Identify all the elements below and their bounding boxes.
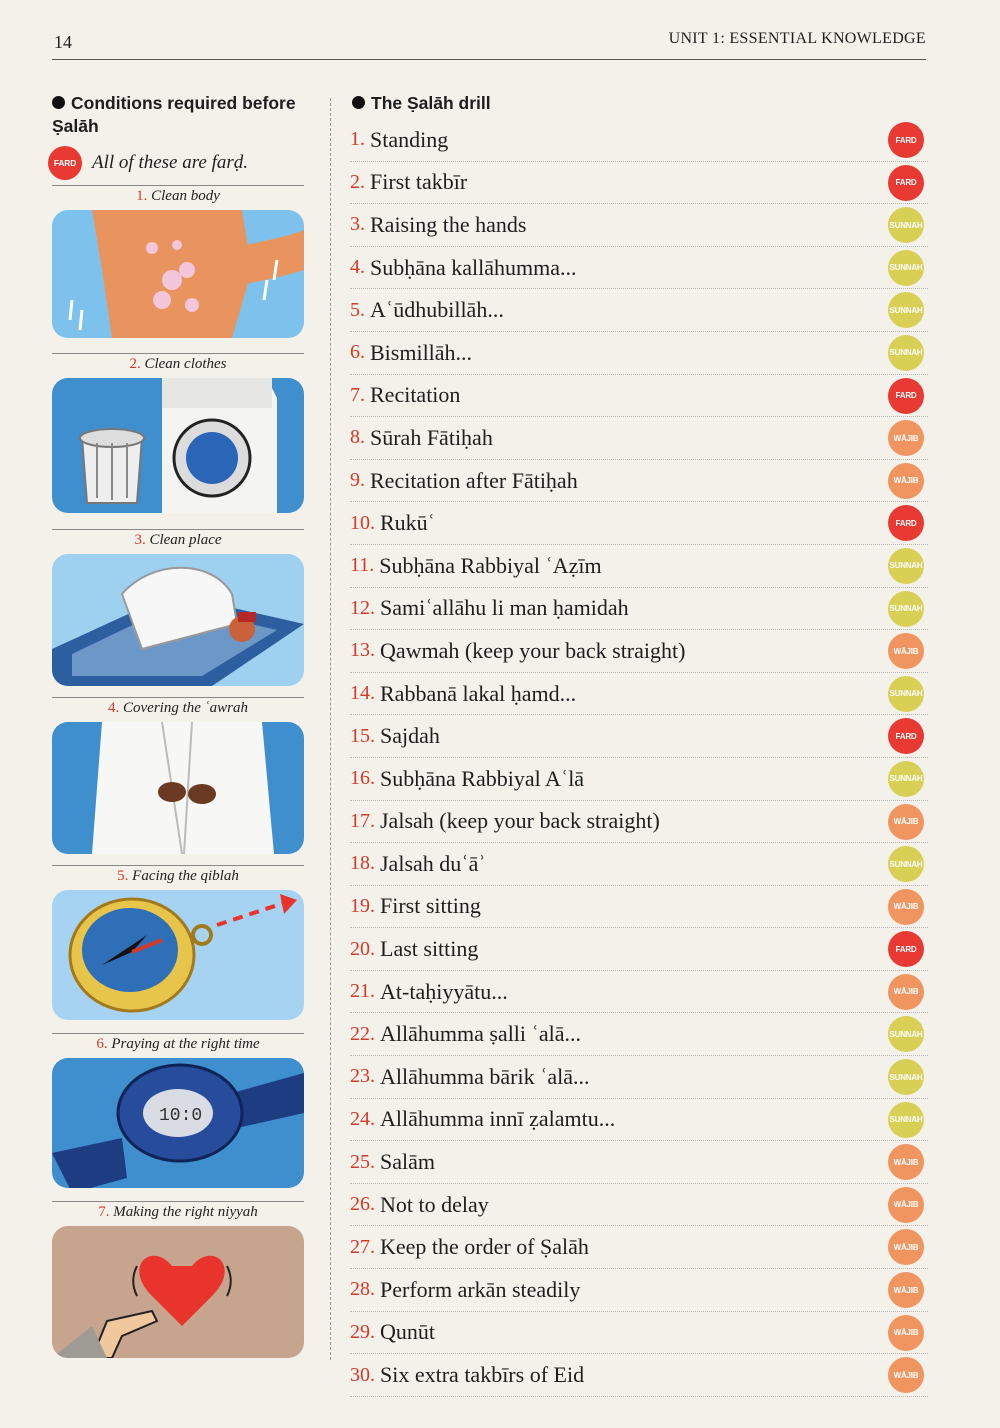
condition-label: 1. Clean body [136,188,220,204]
condition-card-clean-clothes [52,353,304,513]
fard-note-text: All of these are farḍ. [92,152,249,173]
unit-title: UNIT 1: ESSENTIAL KNOWLEDGE [668,30,926,47]
svg-text:10:0: 10:0 [159,1106,203,1126]
status-badge: SUNNAH [888,335,924,371]
drill-item-number: 26. [350,1193,375,1216]
condition-label: 3. Clean place [134,532,222,548]
drill-item-name: Last sitting [380,936,479,962]
drill-item-name: Not to delay [380,1191,489,1217]
drill-row [350,289,928,332]
drill-row [350,1056,928,1099]
drill-item-number: 2. [350,170,365,193]
page-number: 14 [54,32,72,52]
drill-row [350,928,928,971]
status-badge: FARD [888,378,924,414]
drill-item-name: Sajdah [380,723,440,749]
clean-body-illustration [52,210,304,338]
drill-item-number: 5. [350,298,365,321]
drill-item-name: First sitting [380,893,481,919]
drill-item-name: Samiʿallāhu li man ḥamidah [380,595,629,621]
drill-item-name: Qunūt [380,1319,435,1345]
drill-item-number: 17. [350,809,375,832]
status-badge: WĀJIB [888,974,924,1010]
drill-row [350,1312,928,1355]
drill-row [350,886,928,929]
drill-item-number: 24. [350,1107,375,1130]
drill-row [350,162,928,205]
column-divider [330,98,331,1360]
drill-item-number: 8. [350,426,365,449]
drill-row [350,1099,928,1142]
status-badge: FARD [888,931,924,967]
drill-item-name: Perform arkān steadily [380,1276,581,1302]
conditions-section [52,92,304,180]
drill-item-number: 21. [350,980,375,1003]
covering-illustration [52,722,304,854]
drill-item-number: 29. [350,1320,375,1343]
drill-row [350,673,928,716]
status-badge: SUNNAH [888,250,924,286]
status-badge: SUNNAH [888,1016,924,1052]
drill-row [350,971,928,1014]
status-badge: WĀJIB [888,1187,924,1223]
status-badge: SUNNAH [888,548,924,584]
drill-row [350,204,928,247]
drill-item-name: Rukūʿ [380,510,435,536]
drill-item-name: Standing [370,126,449,152]
bullet-icon [52,96,65,109]
condition-card-facing-qiblah [52,865,304,1020]
drill-item-number: 19. [350,894,375,917]
drill-item-name: Aʿūdhubillāh... [370,297,504,323]
drill-item-number: 18. [350,852,375,875]
drill-row [350,545,928,588]
status-badge: WĀJIB [888,420,924,456]
drill-row [350,1269,928,1312]
status-badge: SUNNAH [888,676,924,712]
prayer-mat-illustration [52,554,304,686]
drill-item-name: Subḥāna Rabbiyal ʿAẓīm [379,552,602,578]
drill-item-name: Jalsah duʿāʾ [380,850,486,876]
status-badge: SUNNAH [888,1059,924,1095]
washing-machine-illustration [52,378,304,513]
bullet-icon [352,96,365,109]
status-badge: SUNNAH [888,761,924,797]
drill-row [350,119,928,162]
drill-item-name: Qawmah (keep your back straight) [380,637,686,663]
drill-row [350,1141,928,1184]
status-badge: WĀJIB [888,1272,924,1308]
drill-item-number: 20. [350,937,375,960]
status-badge: WĀJIB [888,1144,924,1180]
drill-item-number: 28. [350,1278,375,1301]
status-badge: SUNNAH [888,207,924,243]
drill-heading: The Ṣalāh drill [352,93,491,114]
drill-row [350,1013,928,1056]
drill-item-number: 3. [350,213,365,236]
drill-row [350,502,928,545]
condition-label: 5. Facing the qiblah [117,868,239,884]
drill-item-number: 27. [350,1235,375,1258]
drill-row [350,715,928,758]
drill-item-name: Raising the hands [370,211,527,237]
drill-item-name: Recitation after Fātiḥah [370,467,578,493]
status-badge: WĀJIB [888,1315,924,1351]
drill-item-name: At-taḥiyyātu... [380,978,508,1004]
drill-row [350,460,928,503]
status-badge: FARD [888,122,924,158]
drill-row [350,758,928,801]
drill-item-number: 7. [350,383,365,406]
drill-item-number: 23. [350,1065,375,1088]
condition-card-covering-awrah [52,697,304,854]
drill-item-name: Six extra takbīrs of Eid [380,1362,585,1388]
drill-row [350,1354,928,1397]
status-badge: WĀJIB [888,633,924,669]
drill-item-number: 9. [350,469,365,492]
status-badge: SUNNAH [888,846,924,882]
drill-row [350,247,928,290]
drill-row [350,630,928,673]
drill-row [350,843,928,886]
drill-row [350,417,928,460]
drill-row [350,1226,928,1269]
condition-label: 4. Covering the ʿawrah [108,700,248,716]
drill-item-name: Allāhumma bārik ʿalā... [380,1063,590,1089]
drill-item-number: 12. [350,596,375,619]
condition-card-clean-body [52,185,304,338]
condition-label: 6. Praying at the right time [96,1036,260,1052]
status-badge: WĀJIB [888,463,924,499]
heart-illustration [52,1226,304,1358]
status-badge: FARD [888,505,924,541]
drill-item-name: Keep the order of Ṣalāh [380,1234,589,1260]
condition-label: 2. Clean clothes [129,356,227,372]
status-badge: WĀJIB [888,1357,924,1393]
drill-row [350,801,928,844]
drill-item-name: Subḥāna kallāhumma... [370,254,577,280]
condition-label: 7. Making the right niyyah [98,1204,258,1220]
status-badge: SUNNAH [888,1102,924,1138]
compass-illustration [52,890,304,1020]
watch-illustration [52,1058,304,1188]
drill-item-name: First takbīr [370,169,468,195]
drill-item-number: 22. [350,1022,375,1045]
status-badge: WĀJIB [888,1229,924,1265]
drill-item-number: 16. [350,767,375,790]
status-badge: WĀJIB [888,804,924,840]
drill-item-name: Jalsah (keep your back straight) [380,808,660,834]
header-rule [52,59,926,60]
fard-note [52,146,304,180]
drill-item-name: Allāhumma innī ẓalamtu... [380,1106,616,1132]
drill-item-name: Allāhumma ṣalli ʿalā... [380,1021,581,1047]
drill-item-name: Sūrah Fātiḥah [370,424,493,450]
drill-row [350,332,928,375]
drill-item-name: Salām [380,1149,435,1175]
drill-item-number: 1. [350,128,365,151]
status-badge: SUNNAH [888,292,924,328]
drill-item-number: 13. [350,639,375,662]
drill-row [350,375,928,418]
conditions-heading: Conditions required before Ṣalāh [52,93,296,136]
drill-list [350,119,928,1397]
drill-item-name: Rabbanā lakal ḥamd... [380,680,577,706]
drill-item-number: 10. [350,511,375,534]
drill-item-number: 30. [350,1363,375,1386]
drill-item-number: 15. [350,724,375,747]
drill-item-name: Bismillāh... [370,339,473,365]
drill-row [350,588,928,631]
drill-item-name: Subḥāna Rabbiyal Aʿlā [380,765,585,791]
drill-item-number: 6. [350,341,365,364]
status-badge: FARD [888,718,924,754]
condition-card-clean-place [52,529,304,686]
status-badge: FARD [888,165,924,201]
condition-card-niyyah [52,1201,304,1358]
drill-item-number: 25. [350,1150,375,1173]
drill-item-number: 11. [350,554,375,577]
drill-row [350,1184,928,1227]
drill-item-number: 14. [350,682,375,705]
status-badge: SUNNAH [888,591,924,627]
drill-item-number: 4. [350,256,365,279]
fard-badge-icon: FARD [48,146,82,180]
drill-item-name: Recitation [370,382,461,408]
status-badge: WĀJIB [888,889,924,925]
condition-card-right-time [52,1033,304,1188]
